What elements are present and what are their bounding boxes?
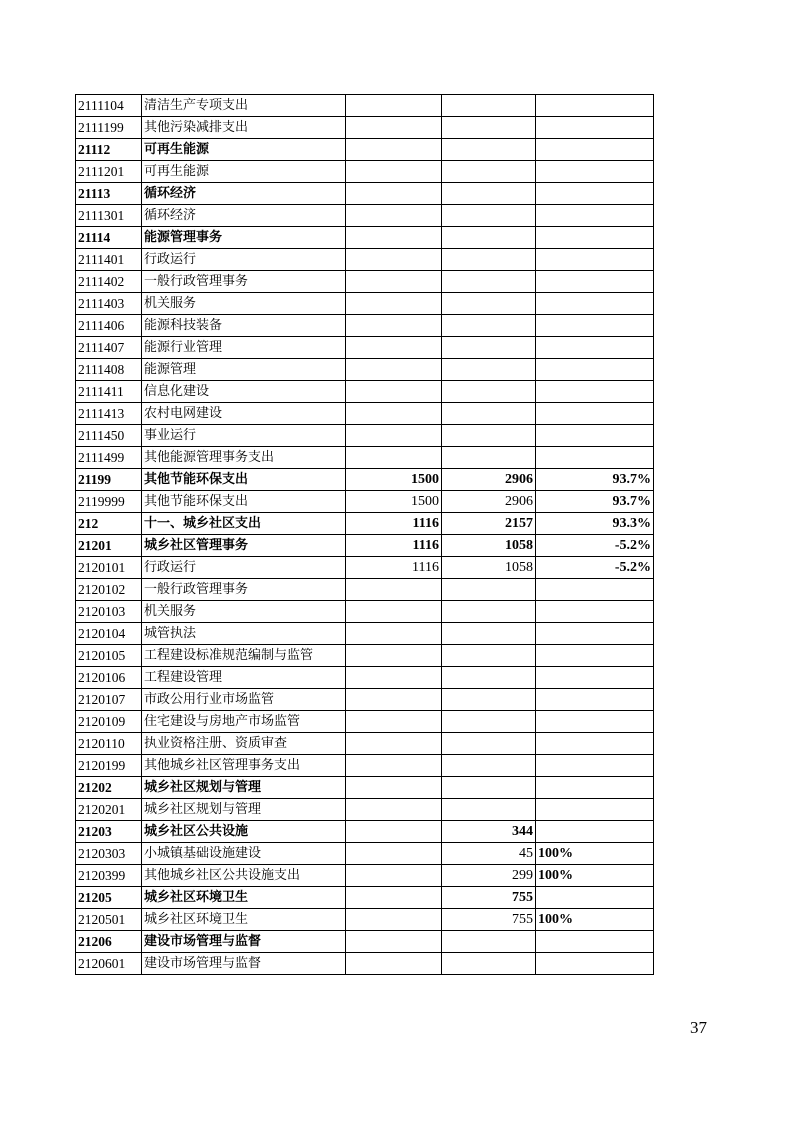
- cell-code: 21199: [76, 469, 142, 491]
- cell-value-1: [346, 161, 442, 183]
- table-row: [76, 425, 654, 447]
- cell-value-2: [442, 733, 536, 755]
- cell-value-2: [442, 755, 536, 777]
- cell-percent: [536, 579, 654, 601]
- cell-name: 其他城乡社区公共设施支出: [142, 865, 346, 887]
- cell-value-2: [442, 799, 536, 821]
- cell-code: 2120303: [76, 843, 142, 865]
- cell-name: 循环经济: [142, 183, 346, 205]
- cell-code: 2120399: [76, 865, 142, 887]
- cell-value-1: [346, 821, 442, 843]
- table-row: [76, 205, 654, 227]
- cell-percent: 100%: [536, 865, 654, 887]
- cell-name: 工程建设标准规范编制与监管: [142, 645, 346, 667]
- cell-value-2: [442, 359, 536, 381]
- cell-percent: 100%: [536, 843, 654, 865]
- table-row: [76, 799, 654, 821]
- cell-name: 其他污染减排支出: [142, 117, 346, 139]
- table-row: [76, 843, 654, 865]
- cell-percent: 100%: [536, 909, 654, 931]
- cell-value-2: [442, 95, 536, 117]
- cell-percent: [536, 227, 654, 249]
- cell-name: 农村电网建设: [142, 403, 346, 425]
- cell-code: 2111401: [76, 249, 142, 271]
- cell-percent: [536, 689, 654, 711]
- cell-value-2: [442, 271, 536, 293]
- cell-value-2: [442, 689, 536, 711]
- cell-name: 机关服务: [142, 293, 346, 315]
- cell-value-2: [442, 249, 536, 271]
- table-row: [76, 931, 654, 953]
- cell-value-1: [346, 843, 442, 865]
- cell-value-1: [346, 601, 442, 623]
- cell-value-1: [346, 205, 442, 227]
- cell-value-2: [442, 139, 536, 161]
- cell-code: 2111408: [76, 359, 142, 381]
- cell-value-2: 1058: [442, 535, 536, 557]
- cell-code: 2119999: [76, 491, 142, 513]
- cell-code: 2120104: [76, 623, 142, 645]
- cell-percent: [536, 337, 654, 359]
- cell-code: 2120101: [76, 557, 142, 579]
- table-row: [76, 557, 654, 579]
- cell-value-1: [346, 315, 442, 337]
- cell-value-2: [442, 645, 536, 667]
- table-row: [76, 711, 654, 733]
- cell-name: 小城镇基础设施建设: [142, 843, 346, 865]
- cell-name: 市政公用行业市场监管: [142, 689, 346, 711]
- cell-code: 2111403: [76, 293, 142, 315]
- cell-percent: [536, 161, 654, 183]
- cell-name: 清洁生产专项支出: [142, 95, 346, 117]
- cell-code: 2111402: [76, 271, 142, 293]
- cell-percent: [536, 425, 654, 447]
- cell-percent: [536, 777, 654, 799]
- cell-name: 机关服务: [142, 601, 346, 623]
- table-row: [76, 491, 654, 513]
- table-row: [76, 645, 654, 667]
- cell-code: 2120102: [76, 579, 142, 601]
- cell-percent: [536, 271, 654, 293]
- cell-name: 执业资格注册、资质审查: [142, 733, 346, 755]
- cell-percent: [536, 821, 654, 843]
- cell-name: 事业运行: [142, 425, 346, 447]
- cell-percent: [536, 953, 654, 975]
- cell-value-1: [346, 689, 442, 711]
- cell-name: 其他节能环保支出: [142, 469, 346, 491]
- table-row: [76, 293, 654, 315]
- cell-name: 能源科技装备: [142, 315, 346, 337]
- cell-value-1: [346, 579, 442, 601]
- table-row: [76, 755, 654, 777]
- table-row: [76, 403, 654, 425]
- cell-percent: [536, 381, 654, 403]
- cell-name: 行政运行: [142, 249, 346, 271]
- cell-code: 2120199: [76, 755, 142, 777]
- cell-code: 21203: [76, 821, 142, 843]
- cell-percent: [536, 755, 654, 777]
- cell-percent: [536, 733, 654, 755]
- cell-value-1: [346, 381, 442, 403]
- cell-code: 2111413: [76, 403, 142, 425]
- cell-value-2: [442, 293, 536, 315]
- cell-percent: [536, 183, 654, 205]
- cell-code: 2111411: [76, 381, 142, 403]
- cell-percent: [536, 711, 654, 733]
- cell-name: 城乡社区管理事务: [142, 535, 346, 557]
- cell-name: 信息化建设: [142, 381, 346, 403]
- cell-value-2: [442, 183, 536, 205]
- cell-value-2: 755: [442, 887, 536, 909]
- cell-value-1: [346, 755, 442, 777]
- cell-code: 2120501: [76, 909, 142, 931]
- cell-code: 2120107: [76, 689, 142, 711]
- cell-value-2: [442, 623, 536, 645]
- cell-value-1: [346, 117, 442, 139]
- cell-value-2: [442, 381, 536, 403]
- cell-code: 2111201: [76, 161, 142, 183]
- cell-percent: [536, 667, 654, 689]
- cell-value-1: [346, 931, 442, 953]
- cell-percent: [536, 293, 654, 315]
- cell-value-2: 1058: [442, 557, 536, 579]
- cell-value-1: [346, 359, 442, 381]
- cell-name: 可再生能源: [142, 161, 346, 183]
- cell-name: 一般行政管理事务: [142, 579, 346, 601]
- table-row: [76, 95, 654, 117]
- cell-value-1: [346, 799, 442, 821]
- cell-value-2: [442, 931, 536, 953]
- table-row: [76, 117, 654, 139]
- table-row: [76, 139, 654, 161]
- table-row: [76, 161, 654, 183]
- cell-name: 十一、城乡社区支出: [142, 513, 346, 535]
- cell-value-2: [442, 337, 536, 359]
- cell-value-1: [346, 645, 442, 667]
- cell-value-2: 755: [442, 909, 536, 931]
- cell-value-1: [346, 909, 442, 931]
- cell-percent: [536, 315, 654, 337]
- cell-value-1: [346, 337, 442, 359]
- cell-code: 21202: [76, 777, 142, 799]
- cell-code: 2120105: [76, 645, 142, 667]
- cell-percent: 93.7%: [536, 491, 654, 513]
- cell-value-2: 45: [442, 843, 536, 865]
- cell-name: 能源行业管理: [142, 337, 346, 359]
- table-row: [76, 953, 654, 975]
- cell-value-1: [346, 139, 442, 161]
- cell-value-2: [442, 711, 536, 733]
- cell-name: 其他能源管理事务支出: [142, 447, 346, 469]
- cell-percent: -5.2%: [536, 535, 654, 557]
- cell-value-1: [346, 447, 442, 469]
- cell-value-1: 1116: [346, 513, 442, 535]
- cell-name: 能源管理: [142, 359, 346, 381]
- cell-name: 城乡社区公共设施: [142, 821, 346, 843]
- cell-percent: [536, 887, 654, 909]
- cell-value-2: [442, 425, 536, 447]
- cell-value-1: [346, 711, 442, 733]
- cell-name: 住宅建设与房地产市场监管: [142, 711, 346, 733]
- cell-name: 循环经济: [142, 205, 346, 227]
- table-row: [76, 777, 654, 799]
- cell-name: 其他城乡社区管理事务支出: [142, 755, 346, 777]
- cell-percent: [536, 249, 654, 271]
- cell-code: 212: [76, 513, 142, 535]
- table-row: [76, 447, 654, 469]
- budget-table: [75, 94, 654, 975]
- cell-percent: -5.2%: [536, 557, 654, 579]
- cell-name: 一般行政管理事务: [142, 271, 346, 293]
- cell-code: 2120109: [76, 711, 142, 733]
- cell-value-1: [346, 667, 442, 689]
- cell-name: 城乡社区环境卫生: [142, 909, 346, 931]
- cell-name: 工程建设管理: [142, 667, 346, 689]
- page-number: 37: [690, 1018, 707, 1037]
- table-row: [76, 667, 654, 689]
- cell-value-2: 2906: [442, 491, 536, 513]
- cell-name: 行政运行: [142, 557, 346, 579]
- cell-code: 2111104: [76, 95, 142, 117]
- cell-name: 城乡社区规划与管理: [142, 799, 346, 821]
- cell-value-2: [442, 117, 536, 139]
- table-row: [76, 579, 654, 601]
- cell-code: 2120106: [76, 667, 142, 689]
- cell-code: 21206: [76, 931, 142, 953]
- cell-value-2: [442, 403, 536, 425]
- cell-percent: [536, 601, 654, 623]
- cell-value-1: [346, 887, 442, 909]
- cell-name: 其他节能环保支出: [142, 491, 346, 513]
- cell-value-1: [346, 227, 442, 249]
- cell-value-1: [346, 777, 442, 799]
- cell-percent: [536, 117, 654, 139]
- table-row: [76, 865, 654, 887]
- cell-code: 2111450: [76, 425, 142, 447]
- cell-value-1: [346, 249, 442, 271]
- table-row: [76, 909, 654, 931]
- cell-value-1: [346, 271, 442, 293]
- cell-percent: [536, 403, 654, 425]
- cell-code: 2111301: [76, 205, 142, 227]
- cell-value-1: 1116: [346, 557, 442, 579]
- table-row: [76, 821, 654, 843]
- cell-percent: [536, 139, 654, 161]
- cell-code: 21112: [76, 139, 142, 161]
- cell-percent: [536, 623, 654, 645]
- table-row: [76, 337, 654, 359]
- cell-code: 21201: [76, 535, 142, 557]
- cell-code: 2120201: [76, 799, 142, 821]
- cell-value-2: [442, 777, 536, 799]
- table-row: [76, 315, 654, 337]
- cell-code: 21114: [76, 227, 142, 249]
- cell-code: 2111407: [76, 337, 142, 359]
- table-row: [76, 469, 654, 491]
- table-row: [76, 249, 654, 271]
- cell-code: 2111499: [76, 447, 142, 469]
- cell-value-1: [346, 865, 442, 887]
- cell-name: 城乡社区环境卫生: [142, 887, 346, 909]
- cell-value-2: [442, 579, 536, 601]
- table-body: [76, 95, 654, 975]
- cell-value-1: [346, 953, 442, 975]
- cell-value-1: [346, 623, 442, 645]
- cell-code: 2120103: [76, 601, 142, 623]
- table-row: [76, 381, 654, 403]
- table-row: [76, 359, 654, 381]
- cell-percent: 93.3%: [536, 513, 654, 535]
- cell-value-2: 2157: [442, 513, 536, 535]
- cell-percent: [536, 799, 654, 821]
- cell-percent: [536, 645, 654, 667]
- cell-code: 2120110: [76, 733, 142, 755]
- cell-value-1: [346, 293, 442, 315]
- table-row: [76, 887, 654, 909]
- cell-name: 建设市场管理与监督: [142, 931, 346, 953]
- cell-value-2: [442, 667, 536, 689]
- cell-code: 2120601: [76, 953, 142, 975]
- cell-value-2: 344: [442, 821, 536, 843]
- cell-code: 2111199: [76, 117, 142, 139]
- cell-name: 城管执法: [142, 623, 346, 645]
- cell-value-2: [442, 205, 536, 227]
- cell-value-1: 1500: [346, 491, 442, 513]
- cell-name: 建设市场管理与监督: [142, 953, 346, 975]
- cell-percent: [536, 95, 654, 117]
- cell-percent: [536, 359, 654, 381]
- table-row: [76, 689, 654, 711]
- cell-percent: [536, 931, 654, 953]
- cell-value-2: [442, 447, 536, 469]
- cell-code: 21113: [76, 183, 142, 205]
- cell-value-1: [346, 425, 442, 447]
- table-row: [76, 271, 654, 293]
- cell-value-1: 1500: [346, 469, 442, 491]
- table-row: [76, 623, 654, 645]
- table-row: [76, 535, 654, 557]
- cell-percent: [536, 205, 654, 227]
- cell-value-2: [442, 953, 536, 975]
- cell-name: 城乡社区规划与管理: [142, 777, 346, 799]
- table-row: [76, 183, 654, 205]
- cell-value-1: [346, 95, 442, 117]
- cell-percent: [536, 447, 654, 469]
- table-row: [76, 733, 654, 755]
- table-row: [76, 227, 654, 249]
- cell-value-2: [442, 601, 536, 623]
- cell-code: 2111406: [76, 315, 142, 337]
- cell-value-2: 2906: [442, 469, 536, 491]
- cell-name: 可再生能源: [142, 139, 346, 161]
- table-row: [76, 513, 654, 535]
- cell-percent: 93.7%: [536, 469, 654, 491]
- table-row: [76, 601, 654, 623]
- cell-value-1: [346, 403, 442, 425]
- cell-value-2: 299: [442, 865, 536, 887]
- cell-value-2: [442, 161, 536, 183]
- cell-value-1: [346, 733, 442, 755]
- cell-name: 能源管理事务: [142, 227, 346, 249]
- cell-value-1: [346, 183, 442, 205]
- cell-value-2: [442, 227, 536, 249]
- cell-code: 21205: [76, 887, 142, 909]
- cell-value-1: 1116: [346, 535, 442, 557]
- cell-value-2: [442, 315, 536, 337]
